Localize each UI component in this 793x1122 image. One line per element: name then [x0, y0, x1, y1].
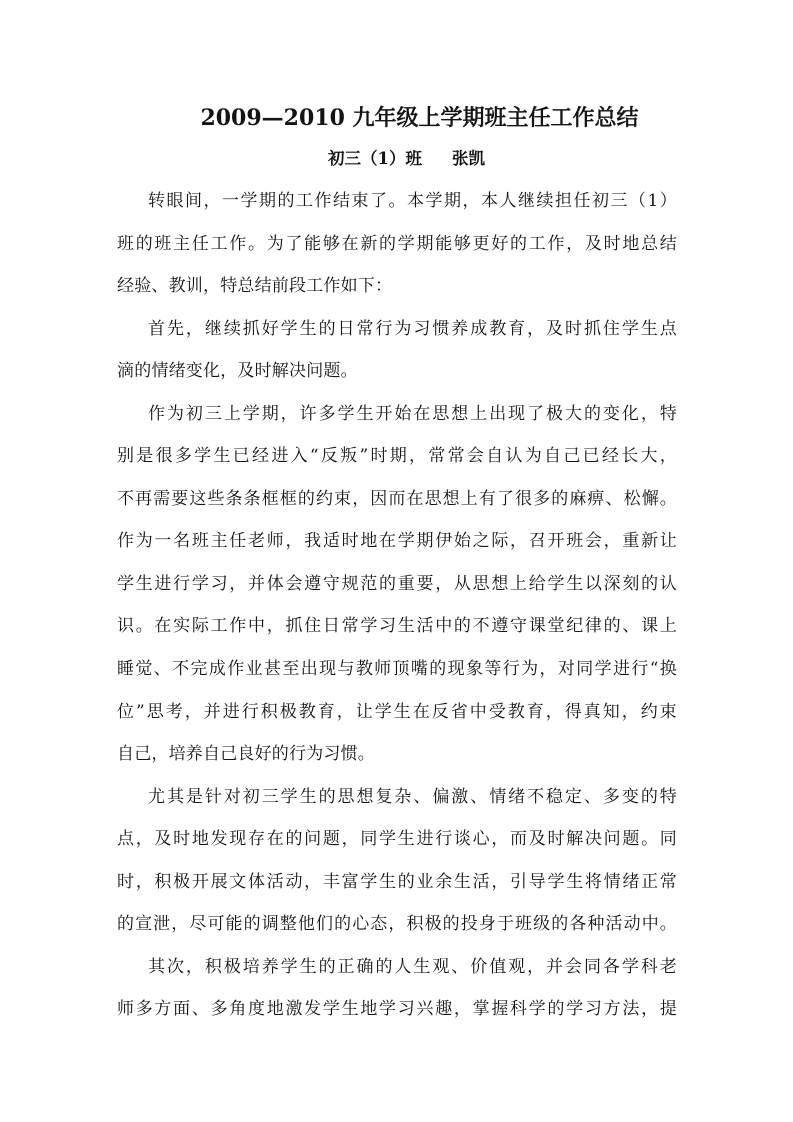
paragraph-line: 别是很多学生已经进入“反叛”时期，常常会自认为自己已经长大， [117, 446, 677, 467]
paragraph-4 [117, 782, 677, 952]
paragraph-line: 位”思考，并进行积极教育，让学生在反省中受教育，得真知，约束 [117, 701, 677, 722]
paragraph-line: 班的班主任工作。为了能够在新的学期能够更好的工作，及时地总结 [117, 233, 677, 254]
paragraph-line: 睡觉、不完成作业甚至出现与教师顶嘴的现象等行为，对同学进行“换 [117, 659, 677, 680]
paragraph-line: 其次，积极培养学生的正确的人生观、价值观，并会同各学科老 [148, 956, 677, 977]
author-name: 张凯 [451, 149, 485, 168]
paragraph-line: 转眼间，一学期的工作结束了。本学期，本人继续担任初三（1） [148, 191, 677, 211]
paragraph-line: 滴的情绪变化，及时解决问题。 [117, 361, 358, 382]
paragraph-line: 识。在实际工作中，抓住日常学习生活中的不遵守课堂纪律的、课上 [117, 616, 677, 637]
paragraph-line: 的宣泄，尽可能的调整他们的心态，积极的投身于班级的各种活动中。 [117, 914, 677, 935]
document-subtitle [0, 145, 793, 169]
paragraph-line: 作为初三上学期，许多学生开始在思想上出现了极大的变化，特 [148, 403, 677, 424]
class-name: 初三（1）班 [328, 149, 422, 168]
paragraph-line: 师多方面、多角度地激发学生地学习兴趣，掌握科学的学习方法，提 [117, 999, 677, 1020]
document-body [117, 186, 677, 1037]
document-title: 2009—2010 九年级上学期班主任工作总结 [200, 105, 639, 131]
paragraph-line: 首先，继续抓好学生的日常行为习惯养成教育，及时抓住学生点 [148, 318, 677, 339]
paragraph-3 [117, 399, 677, 782]
paragraph-line: 学生进行学习，并体会遵守规范的重要，从思想上给学生以深刻的认 [117, 573, 677, 594]
paragraph-line: 自己，培养自己良好的行为习惯。 [117, 744, 375, 765]
paragraph-line: 经验、教训，特总结前段工作如下： [117, 276, 393, 297]
paragraph-2 [117, 314, 677, 399]
paragraph-line: 时，积极开展文体活动，丰富学生的业余生活，引导学生将情绪正常 [117, 871, 677, 892]
paragraph-1 [117, 186, 677, 314]
paragraph-line: 作为一名班主任老师，我适时地在学期伊始之际，召开班会，重新让 [117, 531, 677, 552]
paragraph-5 [117, 952, 677, 1037]
paragraph-line: 尤其是针对初三学生的思想复杂、偏激、情绪不稳定、多变的特 [148, 786, 677, 807]
paragraph-line: 点，及时地发现存在的问题，同学生进行谈心，而及时解决问题。同 [117, 829, 677, 850]
paragraph-line: 不再需要这些条条框框的约束，因而在思想上有了很多的麻痹、松懈。 [117, 488, 677, 509]
